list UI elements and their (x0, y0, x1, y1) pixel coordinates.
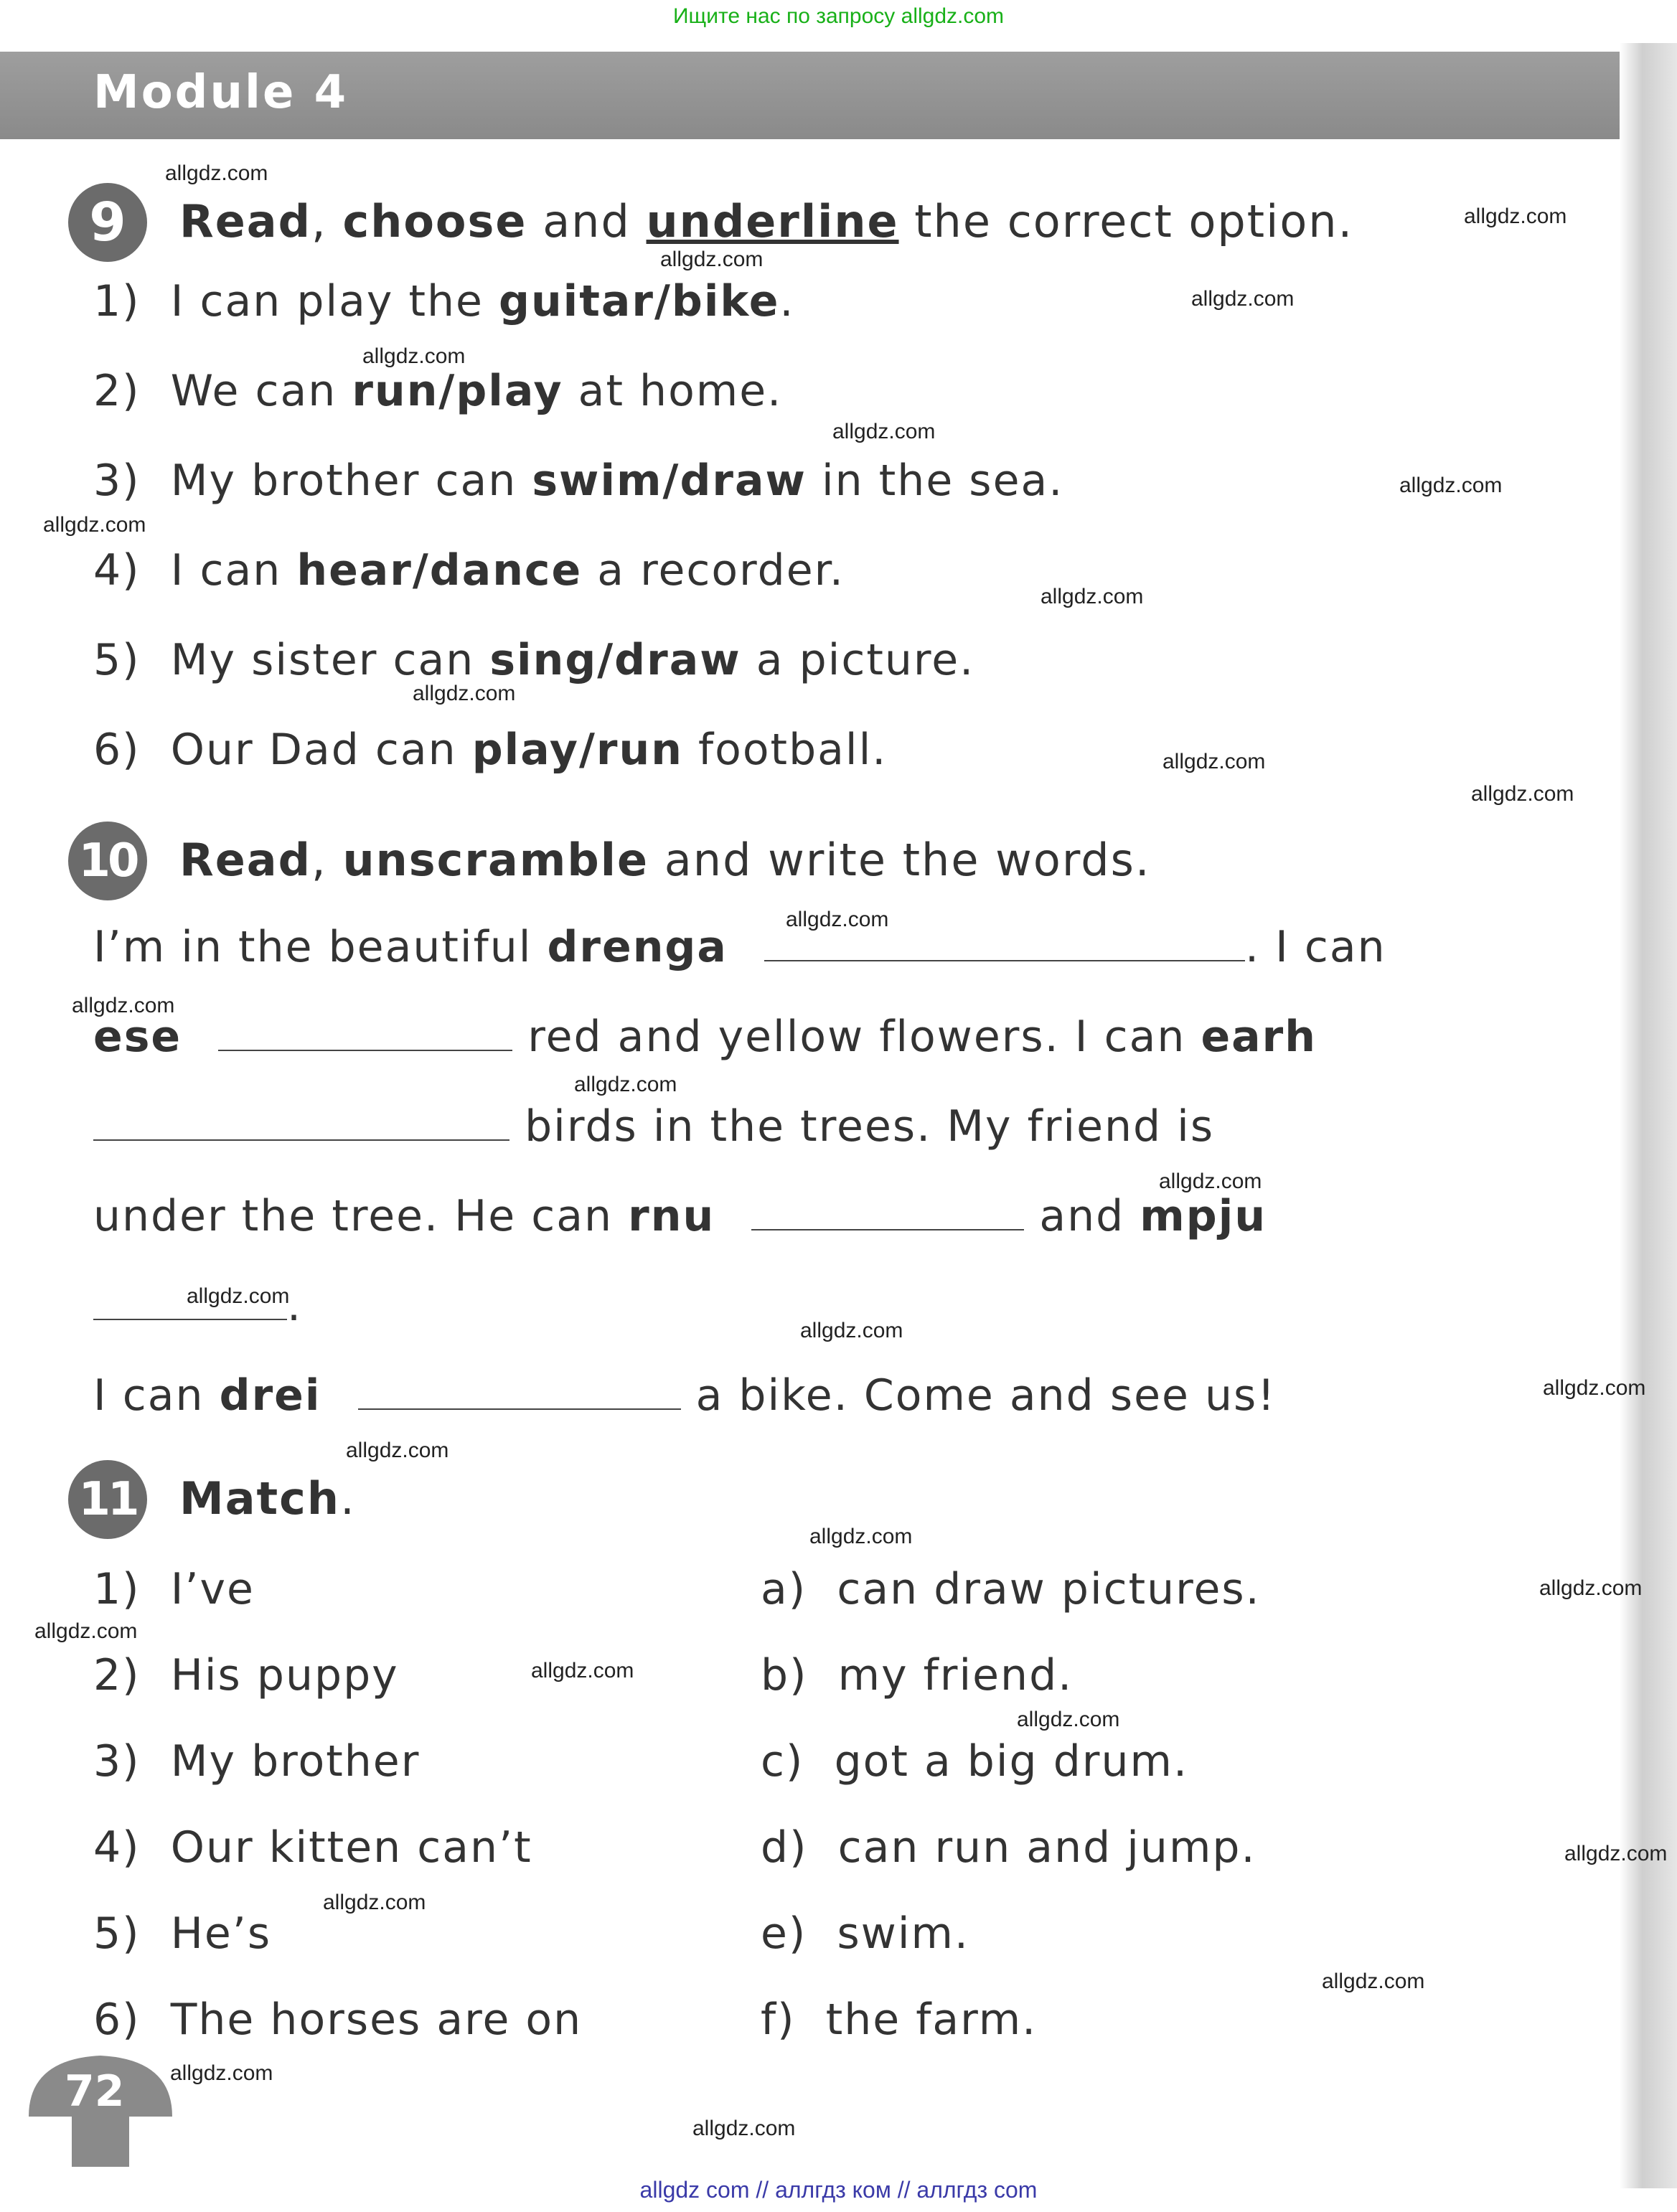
watermark: allgdz.com (34, 1619, 138, 1643)
ex9-item-4 (93, 545, 845, 596)
item-number: 1) (93, 276, 141, 326)
exercise-9-instruction (179, 195, 1353, 248)
item-text: He’s (170, 1909, 272, 1959)
ex10-line-3 (93, 1101, 1214, 1152)
scrambled-word: mpju (1140, 1191, 1267, 1241)
item-options[interactable]: hear/dance (296, 545, 583, 596)
watermark: allgdz.com (323, 1891, 426, 1914)
item-number: 4) (93, 1822, 141, 1873)
item-letter: f) (761, 1995, 796, 2045)
watermark: allgdz.com (1543, 1376, 1646, 1400)
item-text: I can play the (170, 276, 499, 326)
page-number: 72 (65, 2066, 125, 2117)
answer-blank[interactable] (218, 1049, 512, 1051)
instr-word-choose: choose (342, 195, 527, 248)
ex9-item-2 (93, 366, 782, 416)
watermark: allgdz.com (1017, 1708, 1120, 1731)
answer-blank[interactable] (751, 1228, 1024, 1230)
watermark: allgdz.com (1471, 782, 1574, 806)
item-number: 2) (93, 366, 141, 416)
exercise-11-badge: 11 (68, 1460, 147, 1539)
exercise-10-instruction (179, 834, 1151, 886)
watermark: allgdz.com (72, 994, 175, 1017)
watermark: allgdz.com (1539, 1576, 1643, 1600)
exercise-10-badge: 10 (68, 822, 147, 900)
watermark: allgdz.com (346, 1439, 449, 1462)
watermark: allgdz.com (165, 161, 268, 185)
item-letter: d) (761, 1822, 808, 1873)
item-letter: b) (761, 1650, 808, 1700)
watermark: allgdz.com (43, 513, 146, 537)
item-text: I can (170, 545, 297, 596)
ex11-right-f[interactable] (761, 1995, 1037, 2045)
instr-word-underline: underline (646, 195, 899, 248)
watermark: allgdz.com (1191, 287, 1295, 311)
ex10-line-6 (93, 1370, 1276, 1421)
instr-word-unscramble: unscramble (342, 834, 649, 886)
item-number: 5) (93, 635, 141, 685)
item-number: 2) (93, 1650, 141, 1700)
module-header-band (0, 52, 1636, 139)
item-letter: a) (761, 1564, 807, 1614)
ex9-item-1 (93, 276, 795, 326)
watermark: allgdz.com (1159, 1169, 1262, 1193)
watermark: allgdz.com (1399, 474, 1503, 497)
item-options[interactable]: sing/draw (489, 635, 741, 685)
exercise-9-badge: 9 (68, 183, 147, 262)
watermark: allgdz.com (1464, 204, 1567, 228)
item-options[interactable]: guitar/bike (499, 276, 780, 326)
item-text: can run and jump. (837, 1822, 1256, 1873)
page-number-badge (14, 2038, 187, 2167)
item-text: The horses are on (170, 1995, 583, 2045)
item-text: the farm. (825, 1995, 1038, 2045)
item-text: a recorder. (582, 545, 845, 596)
instr-word-read: Read (179, 195, 312, 248)
item-number: 6) (93, 1995, 141, 2045)
top-site-note: Ищите нас по запросу allgdz.com (672, 4, 1005, 28)
ex11-left-1[interactable] (93, 1564, 255, 1614)
watermark: allgdz.com (1322, 1969, 1425, 1993)
ex10-line-2 (93, 1012, 1317, 1062)
item-options[interactable]: play/run (471, 725, 683, 775)
ex9-item-6 (93, 725, 887, 775)
item-number: 3) (93, 456, 141, 506)
item-number: 3) (93, 1736, 141, 1787)
watermark: allgdz.com (692, 2117, 796, 2140)
passage-text: . (287, 1281, 303, 1331)
item-text: football. (682, 725, 888, 775)
watermark: allgdz.com (362, 344, 466, 368)
watermark: allgdz.com (413, 682, 516, 705)
bottom-site-note: allgdz com // аллгдз ком // аллгдз com (639, 2177, 1038, 2203)
answer-blank[interactable] (764, 959, 1245, 961)
item-text: . (779, 276, 795, 326)
scrambled-word: ese (93, 1012, 182, 1062)
item-letter: e) (761, 1909, 807, 1959)
page-spine-shadow (1620, 43, 1677, 2188)
ex11-right-c[interactable] (761, 1736, 1188, 1787)
ex9-item-3 (93, 456, 1063, 506)
ex9-item-5 (93, 635, 974, 685)
ex11-right-a[interactable] (761, 1564, 1261, 1614)
scrambled-word: drenga (547, 922, 728, 972)
item-text: My brother (170, 1736, 421, 1787)
item-number: 1) (93, 1564, 141, 1614)
item-letter: c) (761, 1736, 804, 1787)
item-text: We can (170, 366, 352, 416)
watermark: allgdz.com (170, 2061, 273, 2085)
item-text: in the sea. (806, 456, 1064, 506)
ex11-right-d[interactable] (761, 1822, 1256, 1873)
item-number: 6) (93, 725, 141, 775)
ex11-left-2[interactable] (93, 1650, 399, 1700)
answer-blank[interactable] (93, 1318, 287, 1320)
item-text: His puppy (170, 1650, 399, 1700)
scrambled-word: earh (1201, 1012, 1317, 1062)
item-number: 5) (93, 1909, 141, 1959)
ex11-right-e[interactable] (761, 1909, 969, 1959)
ex11-left-4[interactable] (93, 1822, 532, 1873)
watermark: allgdz.com (832, 420, 936, 443)
item-number: 4) (93, 545, 141, 596)
passage-text: I’m in the beautiful (93, 922, 548, 972)
passage-text: . I can (1244, 922, 1386, 972)
ex10-line-4 (93, 1191, 1267, 1241)
instr-word-read: Read (179, 834, 312, 886)
passage-text: under the tree. He can (93, 1191, 629, 1241)
exercise-11-instruction (179, 1472, 356, 1525)
watermark: allgdz.com (1564, 1842, 1668, 1865)
scrambled-word: drei (219, 1370, 321, 1421)
ex10-line-1 (93, 922, 1386, 972)
ex11-left-5[interactable] (93, 1909, 271, 1959)
passage-text: I can (93, 1370, 220, 1421)
item-text: My brother can (170, 456, 532, 506)
item-options[interactable]: swim/draw (532, 456, 807, 506)
watermark: allgdz.com (187, 1284, 290, 1308)
passage-text: a bike. Come and see us! (680, 1370, 1277, 1421)
watermark: allgdz.com (786, 908, 889, 931)
item-options[interactable]: run/play (352, 366, 563, 416)
item-text: my friend. (837, 1650, 1074, 1700)
item-text: can draw pictures. (837, 1564, 1261, 1614)
ex11-left-3[interactable] (93, 1736, 420, 1787)
instr-rest: . (340, 1472, 356, 1525)
watermark: allgdz.com (1041, 585, 1144, 608)
passage-text: red and yellow flowers. I can (512, 1012, 1201, 1062)
item-text: at home. (563, 366, 783, 416)
instr-rest: and write the words. (649, 834, 1151, 886)
passage-text: birds in the trees. My friend is (509, 1101, 1215, 1152)
item-text: Our Dad can (170, 725, 472, 775)
watermark: allgdz.com (660, 248, 764, 271)
answer-blank[interactable] (358, 1408, 681, 1410)
scrambled-word: rnu (628, 1191, 715, 1241)
ex11-right-b[interactable] (761, 1650, 1073, 1700)
item-text: Our kitten can’t (170, 1822, 532, 1873)
watermark: allgdz.com (1162, 750, 1266, 773)
item-text: a picture. (741, 635, 975, 685)
instr-rest: the correct option. (898, 195, 1354, 248)
module-title: Module 4 (93, 66, 349, 119)
item-text: My sister can (170, 635, 490, 685)
instr-sep: , (311, 195, 343, 248)
watermark: allgdz.com (809, 1525, 913, 1548)
watermark: allgdz.com (574, 1073, 677, 1096)
item-text: I’ve (170, 1564, 255, 1614)
instr-word-match: Match (179, 1472, 341, 1525)
instr-sep: , (311, 834, 343, 886)
item-text: swim. (837, 1909, 970, 1959)
answer-blank[interactable] (93, 1139, 509, 1141)
watermark: allgdz.com (800, 1319, 903, 1342)
passage-text: and (1024, 1191, 1140, 1241)
item-text: got a big drum. (834, 1736, 1189, 1787)
instr-sep: and (527, 195, 647, 248)
watermark: allgdz.com (531, 1659, 634, 1682)
